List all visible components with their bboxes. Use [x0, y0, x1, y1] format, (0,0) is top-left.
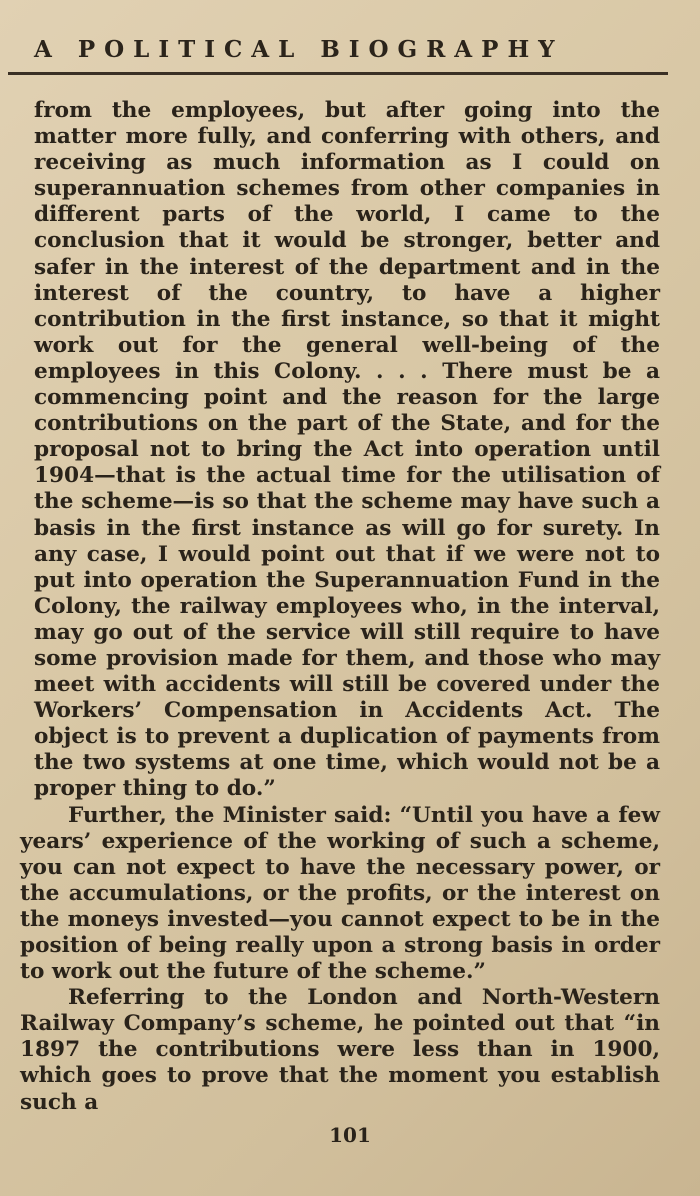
body-text — [20, 98, 660, 1116]
running-head: A POLITICAL BIOGRAPHY — [34, 36, 564, 63]
paragraph-minister-said: Further, the Minister said: “Until you have a few years’ experience of the working of such a scheme, you can not expect to have the necessary power, or the accumulations, or the profits, or the interest on the moneys invested—you cannot expect to be in the position of being really upon a strong basis in order to work out the future of the scheme.” — [20, 802, 660, 985]
paragraph-london-north-western: Referring to the London and North-Western Railway Company’s scheme, he pointed out that “in 1897 the contributions were less than in 1900, which goes to prove that the moment you establish such a — [20, 985, 660, 1115]
header-rule — [8, 72, 668, 75]
page-number: 101 — [329, 1123, 371, 1147]
paragraph-quote-continuation: from the employees, but after going into the matter more fully, and conferring with others, and receiving as much information as I could on superannuation schemes from other companies in different parts of the world, I came to the conclusion that it would be stronger, better and safer in the interest of the department and in the interest of the country, to have a higher contribution in the first instance, so that it might work out for the general well-being of the employees in this Colony. . . . There must be a commencing point and the reason for the large contributions on the part of the State, and for the proposal not to bring the Act into operation until 1904—that is the actual time for the utilisation of the scheme—is so that the scheme may have such a basis in the first instance as will go for surety. In any case, I would point out that if we were not to put into operation the Superannuation Fund in the Colony, the railway employees who, in the interval, may go out of the service will still require to have some provision made for them, and those who may meet with accidents will still be covered under the Workers’ Compensation in Accidents Act. The object is to prevent a duplication of payments from the two systems at one time, which would not be a proper thing to do.” — [34, 98, 660, 802]
